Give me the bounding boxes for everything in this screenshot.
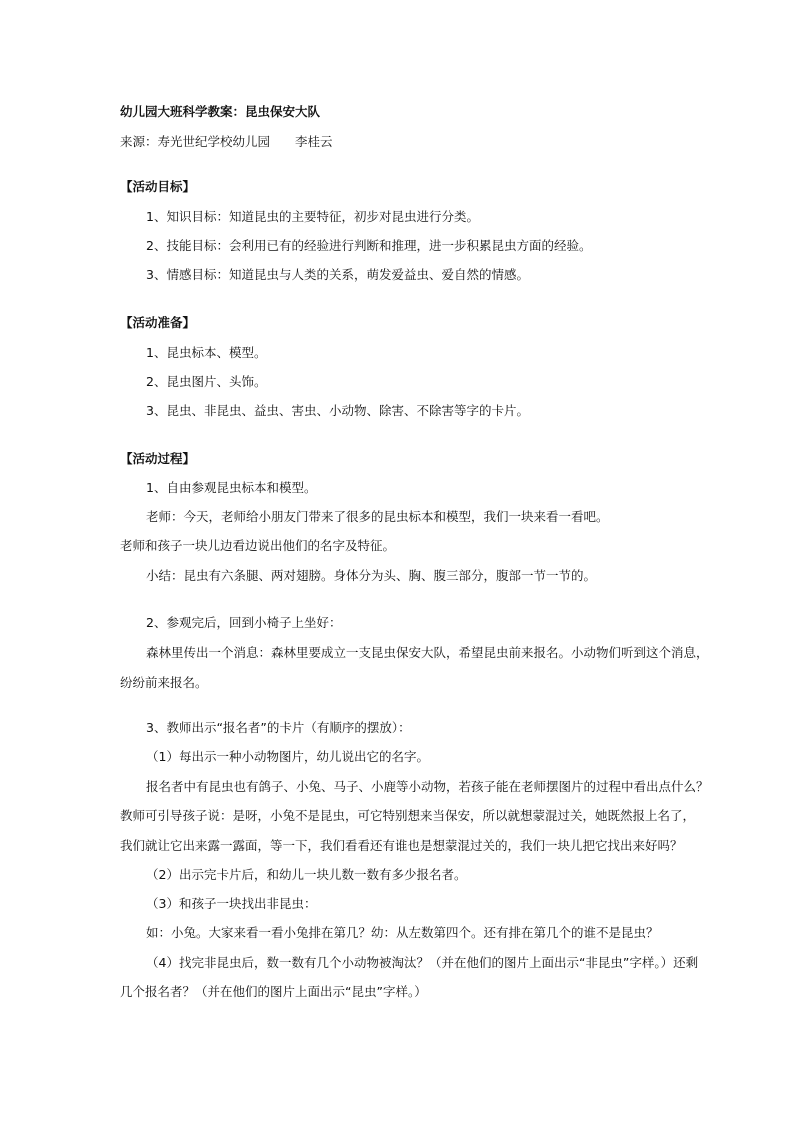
process-line: 3、教师出示“报名者”的卡片（有顺序的摆放）： — [146, 720, 411, 735]
process-line: 老师和孩子一块儿边看边说出他们的名字及特征。 — [120, 538, 396, 553]
process-line: （3）和孩子一块找出非昆虫： — [146, 896, 317, 911]
goal-item: 3、情感目标：知道昆虫与人类的关系，萌发爱益虫、爱自然的情感。 — [146, 267, 529, 282]
process-line: 我们就让它出来露一露面，等一下，我们看看还有谁也是想蒙混过关的，我们一块儿把它找出来好吗？ — [120, 838, 683, 853]
process-line: （2）出示完卡片后，和幼儿一块儿数一数有多少报名者。 — [146, 867, 467, 882]
process-line: （4）找完非昆虫后，数一数有几个小动物被淘汰？（并在他们的图片上面出示“非昆虫”字样。）还剩 — [146, 955, 699, 970]
process-line: 教师可引导孩子说：是呀，小兔不是昆虫，可它特别想来当保安，所以就想蒙混过关，她既然报上名了， — [120, 808, 696, 823]
doc-title: 幼儿园大班科学教案：昆虫保安大队 — [120, 104, 321, 119]
preparation-item: 1、昆虫标本、模型。 — [146, 345, 267, 360]
process-line: 几个报名者？（并在他们的图片上面出示“昆虫”字样。） — [120, 984, 427, 999]
process-line: 2、参观完后，回到小椅子上坐好： — [146, 615, 342, 630]
process-heading: 【活动过程】 — [120, 451, 196, 466]
preparation-item: 3、昆虫、非昆虫、益虫、害虫、小动物、除害、不除害等字的卡片。 — [146, 403, 529, 418]
process-line: 如：小兔。大家来看一看小兔排在第几？幼：从左数第四个。还有排在第几个的谁不是昆虫？ — [146, 925, 659, 940]
goal-item: 1、知识目标：知道昆虫的主要特征，初步对昆虫进行分类。 — [146, 209, 479, 224]
process-line: 报名者中有昆虫也有鸽子、小兔、马子、小鹿等小动物，若孩子能在老师摆图片的过程中看出点什么？ — [146, 779, 709, 794]
process-line: 森林里传出一个消息：森林里要成立一支昆虫保安大队，希望昆虫前来报名。小动物们听到这个消息， — [146, 645, 709, 660]
process-line: 1、自由参观昆虫标本和模型。 — [146, 480, 317, 495]
process-line: （1）每出示一种小动物图片，幼儿说出它的名字。 — [146, 749, 429, 764]
goals-heading: 【活动目标】 — [120, 179, 196, 194]
preparation-item: 2、昆虫图片、头饰。 — [146, 374, 267, 389]
preparation-heading: 【活动准备】 — [120, 315, 196, 330]
process-line: 纷纷前来报名。 — [120, 675, 208, 690]
goal-item: 2、技能目标：会利用已有的经验进行判断和推理，进一步积累昆虫方面的经验。 — [146, 238, 592, 253]
doc-source: 来源：寿光世纪学校幼儿园 李桂云 — [120, 134, 333, 149]
process-line: 老师：今天，老师给小朋友门带来了很多的昆虫标本和模型，我们一块来看一看吧。 — [146, 509, 609, 524]
process-line: 小结：昆虫有六条腿、两对翅膀。身体分为头、胸、腹三部分，腹部一节一节的。 — [146, 568, 597, 583]
